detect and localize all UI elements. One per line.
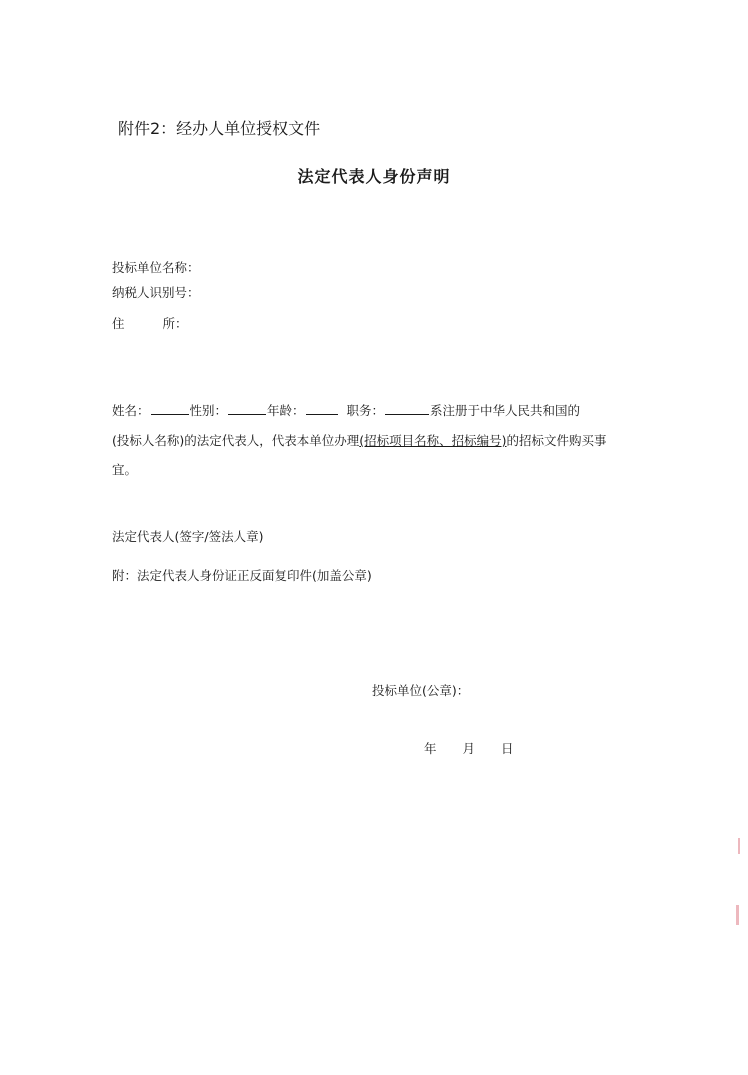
statement-line-1 <box>112 401 580 419</box>
document-title: 法定代表人身份声明 <box>297 167 451 186</box>
address-label-part2: 所： <box>162 316 188 331</box>
scan-edge-mark <box>738 838 740 854</box>
name-label: 姓名： <box>112 403 150 418</box>
age-blank <box>306 402 338 415</box>
attachment-note: 附：法定代表人身份证正反面复印件(加盖公章) <box>112 568 372 583</box>
position-blank <box>385 402 429 415</box>
date-year: 年 <box>424 741 437 756</box>
address-label-part1: 住 <box>112 316 125 331</box>
tax-id-label: 纳税人识别号： <box>112 285 200 300</box>
statement-line-3: 宜。 <box>112 462 138 477</box>
sex-blank <box>228 402 266 415</box>
date-line <box>424 739 514 757</box>
line2-tail: 的招标文件购买事 <box>506 433 607 448</box>
date-day: 日 <box>501 741 514 756</box>
seal-label: 投标单位(公章)： <box>372 683 470 698</box>
signature-label: 法定代表人(签字/签法人章) <box>112 529 264 544</box>
name-blank <box>151 402 189 415</box>
sex-label: 性别： <box>189 403 228 418</box>
bidder-name-label: 投标单位名称： <box>112 260 200 275</box>
statement-line-2 <box>112 431 607 449</box>
date-month: 月 <box>462 741 476 756</box>
address-label <box>112 314 188 332</box>
line2-head: (投标人名称)的法定代表人，代表本单位办理 <box>112 433 360 448</box>
age-label: 年龄： <box>267 403 305 418</box>
project-name-placeholder: (招标项目名称、招标编号) <box>359 433 507 448</box>
line1-tail: 系注册于中华人民共和国的 <box>430 403 581 418</box>
scan-edge-mark <box>736 905 739 925</box>
attachment-heading: 附件2：经办人单位授权文件 <box>118 119 321 138</box>
position-label: 职务： <box>346 403 385 418</box>
